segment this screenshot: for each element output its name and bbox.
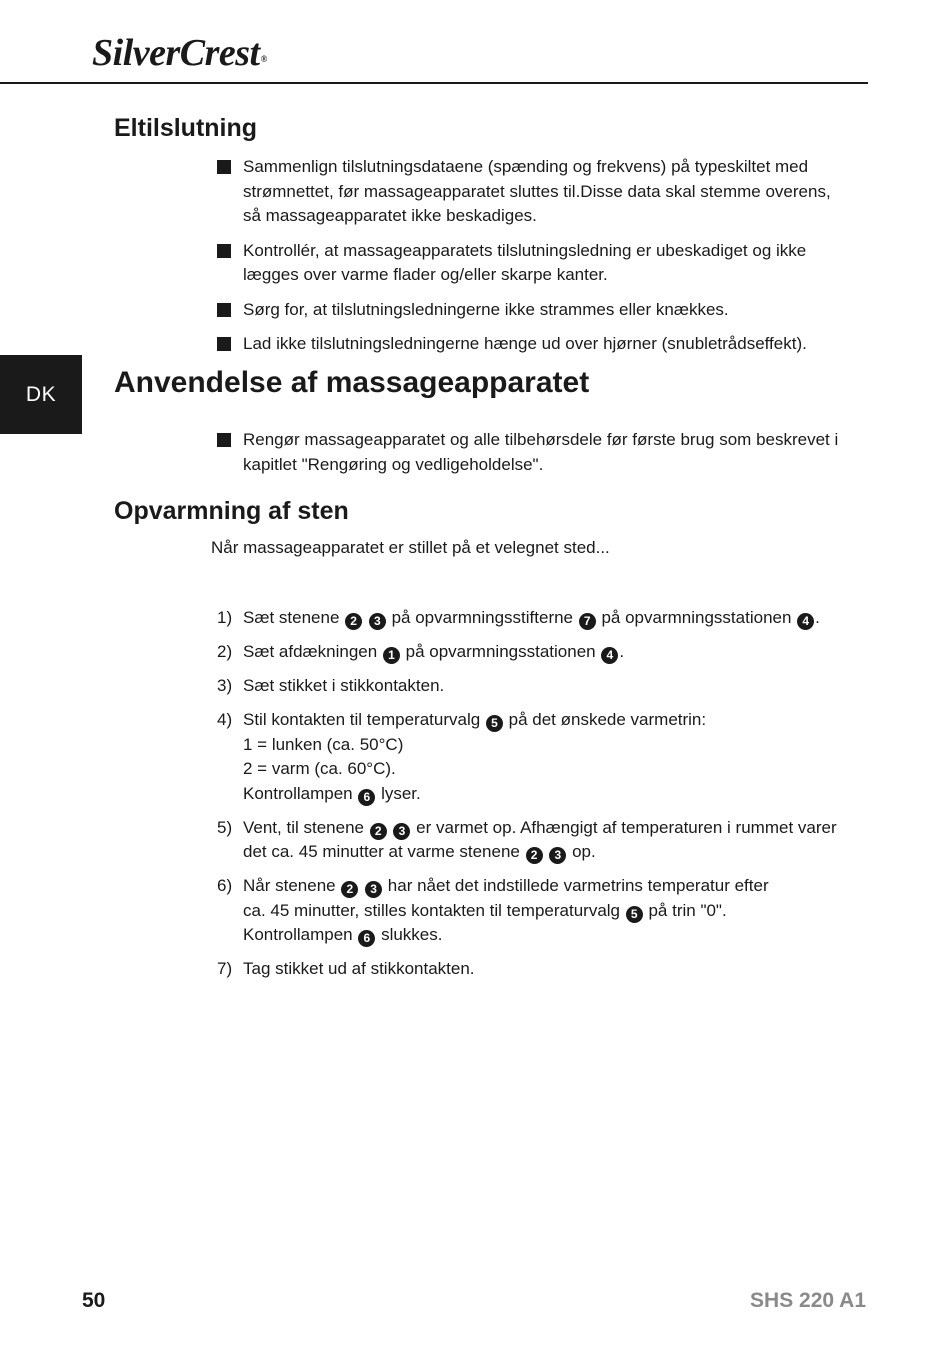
bullet-text: Sammenlign tilslutningsdataene (spænding og frekvens) på typeskiltet med strømnettet, før massageapparatet sluttes til.Disse data skal stemme overens, så massageapparatet ikke beskadiges.: [243, 157, 831, 225]
registered-mark: ®: [260, 54, 267, 64]
part-number-badge-icon: 3: [549, 847, 566, 864]
language-tab: DK: [0, 355, 82, 434]
step-number: 2): [217, 642, 233, 661]
step-text-segment: .: [619, 642, 625, 661]
step-text-segment: har nået det indstillede varmetrins temperatur efter: [383, 876, 769, 895]
bullet-item: [215, 298, 845, 323]
section-title-anvendelse: Anvendelse af massageapparatet: [114, 366, 590, 399]
step-text-segment: op.: [567, 842, 596, 861]
step-text-segment: er varmet op. Afhængigt af temperaturen i rummet varer det ca. 45 minutter at varme stenene: [243, 817, 837, 861]
step-text-segment: ca. 45 minutter, stilles kontakten til temperaturvalg: [243, 900, 625, 920]
step-text-segment: [544, 842, 549, 861]
bullet-square-icon: [217, 337, 231, 351]
step-text-segment: 2 = varm (ca. 60°C).: [243, 759, 396, 778]
brand-logo-text: SilverCrest: [92, 32, 260, 74]
header-divider: [0, 82, 868, 84]
step-text: [243, 710, 706, 803]
section-title-opvarmning: Opvarmning af sten: [114, 497, 349, 525]
step-text-segment: lyser.: [376, 783, 421, 803]
step-text-segment: Sæt afdækningen: [243, 642, 382, 661]
part-number-badge-icon: 2: [341, 881, 358, 898]
step-item: [215, 708, 855, 806]
opvarmning-intro: Når massageapparatet er stillet på et velegnet sted...: [211, 538, 610, 557]
part-number-badge-icon: 4: [797, 613, 814, 630]
bullet-text: Lad ikke tilslutningsledningerne hænge ud over hjørner (snubletrådseffekt).: [243, 334, 807, 353]
step-number: 5): [217, 817, 233, 837]
part-number-badge-icon: 6: [358, 789, 375, 806]
part-number-badge-icon: 5: [486, 715, 503, 732]
step-text-segment: på opvarmningsstationen: [400, 642, 601, 661]
step-text-segment: Kontrollampen: [243, 925, 358, 944]
step-item: [215, 957, 855, 982]
step-number: 3): [217, 676, 233, 695]
step-text-segment: slukkes.: [376, 925, 443, 944]
anvendelse-bullet-list: [215, 428, 845, 487]
step-number: 7): [217, 959, 233, 978]
step-text: [243, 676, 444, 695]
step-text-segment: 1 = lunken (ca. 50°C): [243, 734, 404, 754]
bullet-square-icon: [217, 303, 231, 317]
bullet-text: Kontrollér, at massageapparatets tilslutningsledning er ubeskadiget og ikke lægges over varme flader og/eller skarpe kanter.: [243, 240, 807, 284]
step-text-segment: [388, 818, 393, 837]
part-number-badge-icon: 4: [601, 647, 618, 664]
part-number-badge-icon: 2: [345, 613, 362, 630]
step-text-segment: på opvarmningsstifterne: [386, 608, 578, 627]
step-number: 4): [217, 710, 233, 729]
step-text-segment: på opvarmningsstationen: [596, 608, 797, 627]
step-text-segment: Kontrollampen: [243, 783, 358, 803]
bullet-text: Rengør massageapparatet og alle tilbehørsdele før første brug som beskrevet i kapitlet "Rengøring og vedligeholdelse".: [243, 430, 839, 474]
step-text-segment: Tag stikket ud af stikkontakten.: [243, 959, 475, 978]
part-number-badge-icon: 3: [369, 613, 386, 630]
part-number-badge-icon: 6: [358, 930, 375, 947]
step-text-segment: på trin "0".: [643, 900, 727, 920]
step-text-segment: på det ønskede varmetrin:: [503, 710, 707, 729]
part-number-badge-icon: 1: [383, 647, 400, 664]
step-text-segment: Vent, til stenene: [243, 817, 369, 837]
step-text-segment: Sæt stenene: [243, 608, 345, 627]
page-number: 50: [82, 1289, 106, 1312]
part-number-badge-icon: 2: [370, 823, 387, 840]
bullet-item: [215, 155, 845, 229]
model-number: SHS 220 A1: [750, 1289, 866, 1312]
bullet-square-icon: [217, 244, 231, 258]
step-text: [243, 959, 475, 978]
step-text-segment: Stil kontakten til temperaturvalg: [243, 710, 485, 729]
step-item: [215, 606, 855, 631]
step-text-segment: .: [815, 608, 820, 627]
bullet-item: [215, 332, 845, 357]
step-item: [215, 640, 855, 665]
part-number-badge-icon: 2: [526, 847, 543, 864]
opvarmning-steps-list: [215, 606, 855, 991]
bullet-square-icon: [217, 433, 231, 447]
step-item: [215, 674, 855, 699]
bullet-square-icon: [217, 160, 231, 174]
step-text: [243, 818, 837, 862]
step-item: [215, 816, 855, 865]
step-number: 1): [217, 608, 233, 627]
step-text-segment: [363, 608, 368, 627]
step-text-segment: [359, 876, 364, 895]
bullet-item: [215, 428, 845, 477]
bullet-item: [215, 239, 845, 288]
step-number: 6): [217, 876, 233, 895]
part-number-badge-icon: 5: [626, 906, 643, 923]
step-text-segment: Sæt stikket i stikkontakten.: [243, 676, 445, 695]
step-text: [243, 876, 769, 944]
brand-logo: [92, 33, 267, 73]
part-number-badge-icon: 7: [579, 613, 596, 630]
step-text: [243, 642, 624, 661]
part-number-badge-icon: 3: [393, 823, 410, 840]
step-text-segment: Når stenene: [243, 876, 341, 895]
section-title-eltilslutning: Eltilslutning: [114, 114, 258, 142]
step-text: [243, 608, 820, 627]
bullet-text: Sørg for, at tilslutningsledningerne ikke strammes eller knækkes.: [243, 299, 729, 319]
part-number-badge-icon: 3: [365, 881, 382, 898]
eltilslutning-bullet-list: [215, 155, 845, 367]
step-item: [215, 874, 855, 948]
